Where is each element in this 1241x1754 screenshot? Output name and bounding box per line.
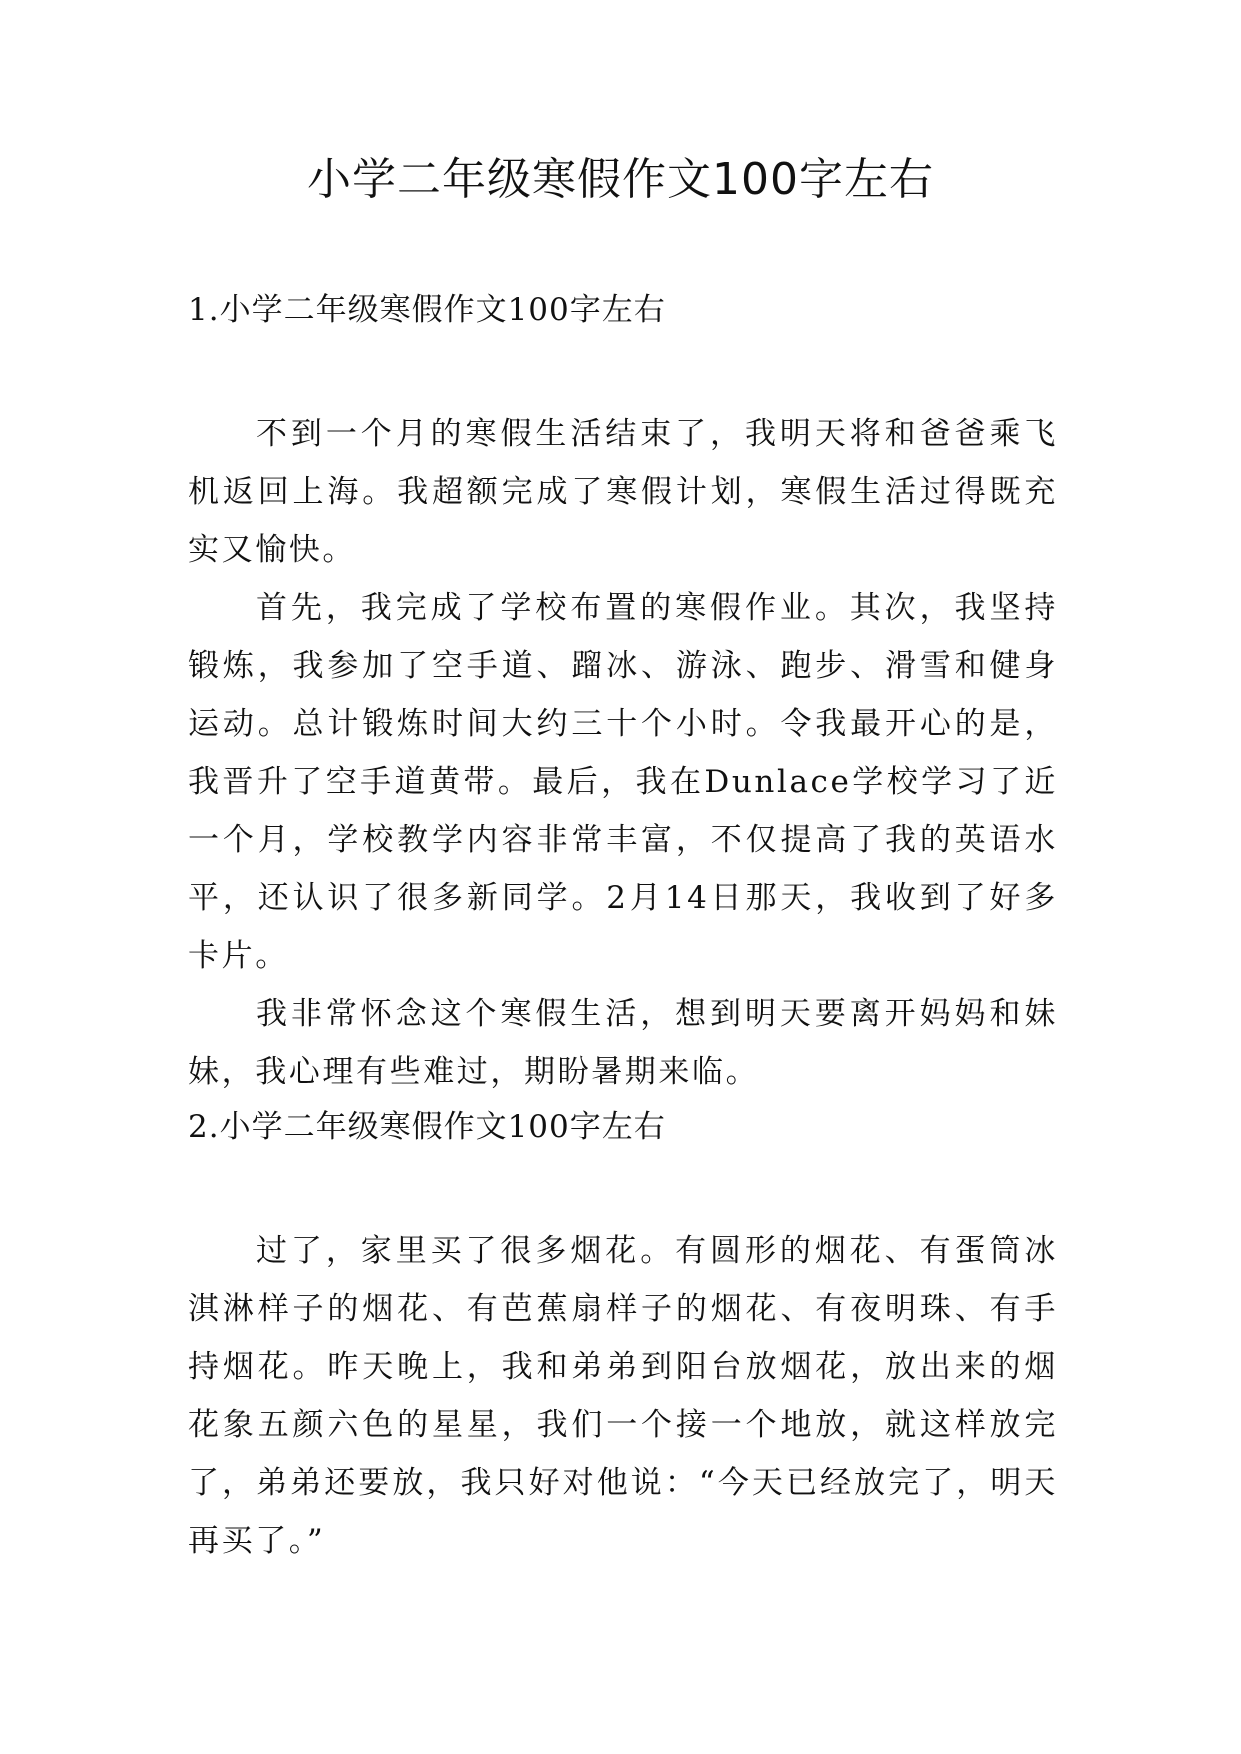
section-heading: 2.小学二年级寒假作文100字左右 [188, 1109, 666, 1145]
essay-section-1 [188, 290, 1058, 1101]
paragraph: 我非常怀念这个寒假生活，想到明天要离开妈妈和妹妹，我心理有些难过，期盼暑期来临。 [188, 996, 1058, 1090]
paragraph-group [188, 1222, 1058, 1570]
section-heading: 1.小学二年级寒假作文100字左右 [188, 292, 666, 328]
document-title: 小学二年级寒假作文100字左右 [307, 154, 934, 205]
paragraph-group [188, 405, 1058, 1101]
essay-section-2 [188, 1107, 1058, 1570]
paragraph: 首先，我完成了学校布置的寒假作业。其次，我坚持锻炼，我参加了空手道、蹓冰、游泳、跑步、滑雪和健身运动。总计锻炼时间大约三十个小时。令我最开心的是，我晋升了空手道黄带。最后，我在Dunlace学校学习了近一个月，学校教学内容非常丰富，不仅提高了我的英语水平，还认识了很多新同学。2月14日那天，我收到了好多卡片。 [188, 590, 1058, 974]
paragraph: 过了，家里买了很多烟花。有圆形的烟花、有蛋筒冰淇淋样子的烟花、有芭蕉扇样子的烟花、有夜明珠、有手持烟花。昨天晚上，我和弟弟到阳台放烟花，放出来的烟花象五颜六色的星星，我们一个接一个地放，就这样放完了，弟弟还要放，我只好对他说：“今天已经放完了，明天再买了。” [188, 1233, 1058, 1559]
paragraph: 不到一个月的寒假生活结束了，我明天将和爸爸乘飞机返回上海。我超额完成了寒假计划，寒假生活过得既充实又愉快。 [188, 416, 1058, 568]
